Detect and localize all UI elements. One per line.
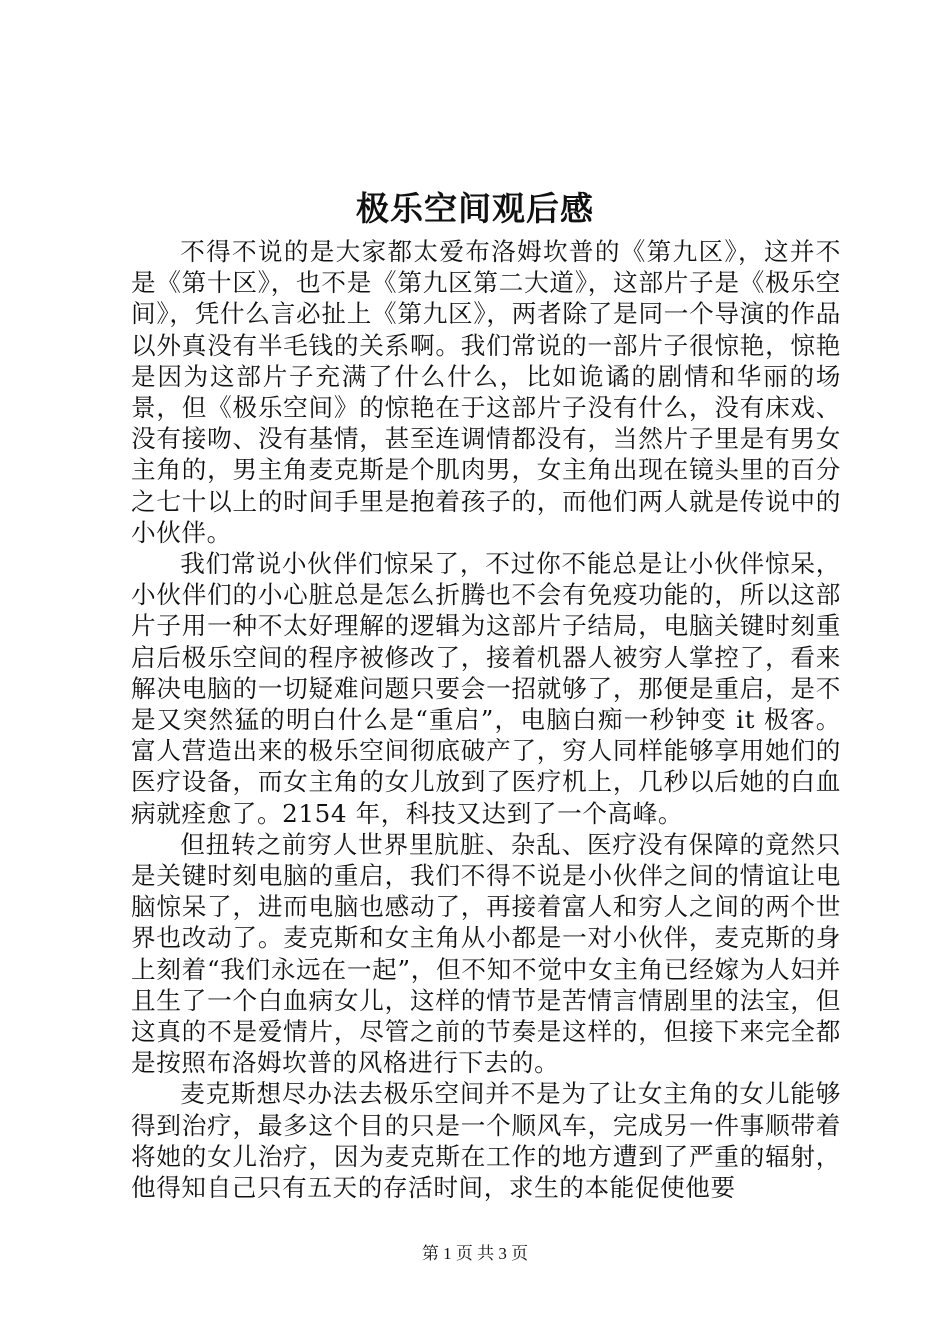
- document-body: [131, 236, 841, 1203]
- paragraph-4: 麦克斯想尽办法去极乐空间并不是为了让女主角的女儿能够得到治疗，最多这个目的只是一个顺风车，完成另一件事顺带着将她的女儿治疗，因为麦克斯在工作的地方遭到了严重的辐射，他得知自己只有五天的存活时间，求生的本能促使他要: [131, 1079, 841, 1203]
- page-number-footer: 第 1 页 共 3 页: [421, 1244, 529, 1263]
- paragraph-3: 但扭转之前穷人世界里肮脏、杂乱、医疗没有保障的竟然只是关键时刻电脑的重启，我们不得不说是小伙伴之间的情谊让电脑惊呆了，进而电脑也感动了，再接着富人和穷人之间的两个世界也改动了。麦克斯和女主角从小都是一对小伙伴，麦克斯的身上刻着“我们永远在一起”，但不知不觉中女主角已经嫁为人妇并且生了一个白血病女儿，这样的情节是苦情言情剧里的法宝，但这真的不是爱情片，尽管之前的节奏是这样的，但接下来完全都是按照布洛姆坎普的风格进行下去的。: [131, 829, 841, 1078]
- paragraph-2: 我们常说小伙伴们惊呆了，不过你不能总是让小伙伴惊呆，小伙伴们的小心脏总是怎么折腾也不会有免疫功能的，所以这部片子用一种不太好理解的逻辑为这部片子结局，电脑关键时刻重启后极乐空间的程序被修改了，接着机器人被穷人掌控了，看来解决电脑的一切疑难问题只要会一招就够了，那便是重启，是不是又突然猛的明白什么是“重启”，电脑白痴一秒钟变 it 极客。富人营造出来的极乐空间彻底破产了，穷人同样能够享用她们的医疗设备，而女主角的女儿放到了医疗机上，几秒以后她的白血病就痊愈了。2154 年，科技又达到了一个高峰。: [131, 549, 841, 828]
- document-title: 极乐空间观后感: [356, 189, 594, 228]
- paragraph-1: 不得不说的是大家都太爱布洛姆坎普的《第九区》，这并不是《第十区》，也不是《第九区第二大道》，这部片子是《极乐空间》，凭什么言必扯上《第九区》，两者除了是同一个导演的作品以外真没有半毛钱的关系啊。我们常说的一部片子很惊艳，惊艳是因为这部片子充满了什么什么，比如诡谲的剧情和华丽的场景，但《极乐空间》的惊艳在于这部片子没有什么，没有床戏、没有接吻、没有基情，甚至连调情都没有，当然片子里是有男女主角的，男主角麦克斯是个肌肉男，女主角出现在镜头里的百分之七十以上的时间手里是抱着孩子的，而他们两人就是传说中的小伙伴。: [131, 237, 841, 547]
